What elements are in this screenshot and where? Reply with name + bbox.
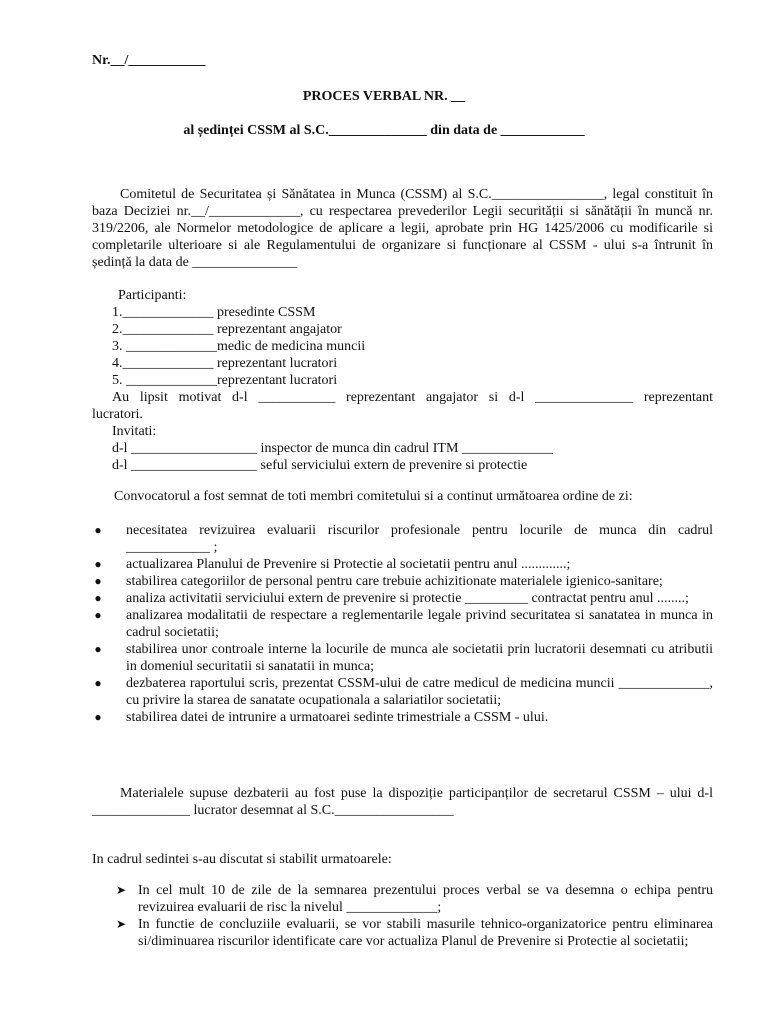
agenda-item bbox=[92, 675, 713, 709]
participant-item: 1._____________ presedinte CSSM bbox=[112, 305, 316, 320]
discussion-item bbox=[92, 882, 713, 916]
agenda-item bbox=[92, 556, 713, 573]
agenda-item bbox=[92, 607, 713, 641]
arrow-bullet-icon: ➤ bbox=[116, 917, 127, 931]
absent-line: Au lipsit motivat d-l ___________ reprezentant angajator si d-l ______________ reprezentant bbox=[112, 390, 713, 405]
agenda-item-text: actualizarea Planului de Prevenire si Protectie al societatii pentru anul .............; bbox=[126, 557, 571, 572]
participant-item: 2._____________ reprezentant angajator bbox=[112, 322, 342, 337]
agenda-item-text: stabilirea categoriilor de personal pentru care trebuie achizitionate materialele igienico-sanitare; bbox=[126, 574, 663, 589]
agenda-item-text: dezbaterea raportului scris, prezentat CSSM-ului de catre medicul de medicina muncii _____________, cu privire la starea de sanatate ocupationala a salariatilor societatii; bbox=[126, 676, 713, 708]
bullet-dot-icon: ● bbox=[94, 642, 102, 656]
intro-paragraph bbox=[92, 186, 713, 271]
document-title: PROCES VERBAL NR. __ bbox=[302, 89, 466, 104]
bullet-dot-icon: ● bbox=[94, 574, 102, 588]
arrow-bullet-icon: ➤ bbox=[116, 883, 127, 897]
bullet-dot-icon: ● bbox=[94, 523, 102, 537]
discussion-item bbox=[92, 916, 713, 950]
absent-line-end: lucratori. bbox=[92, 407, 143, 422]
materials-paragraph bbox=[92, 785, 713, 819]
agenda-item bbox=[92, 641, 713, 675]
participants-heading: Participanti: bbox=[118, 288, 187, 303]
document-subtitle: al ședinței CSSM al S.C.______________ din data de ____________ bbox=[183, 123, 585, 138]
guests-heading: Invitati: bbox=[112, 424, 157, 439]
discussion-item-text: In cel mult 10 de zile de la semnarea prezentului proces verbal se va desemna o echipa pentru revizuirea evaluarii de risc la nivelul _____________; bbox=[138, 883, 713, 915]
participant-item: 4._____________ reprezentant lucratori bbox=[112, 356, 338, 371]
agenda-item-text: analiza activitatii serviciului extern de prevenire si protectie _________ contractat pentru anul ........; bbox=[126, 591, 689, 606]
intro-text: Comitetul de Securitatea și Sănătatea in Munca (CSSM) al S.C.________________, legal constituit în baza Deciziei nr.__/_____________, cu respectarea prevederilor Legii securității si sănătății în muncă nr. 319/2206, ale Normelor metodologice de aplicare a legii, aprobate prin HG 1425/2006 cu modificarile si completarile ulterioare si ale Regulamentului de organizare si funcționare al CSSM - ului s-a întrunit în ședință la data de _______________ bbox=[92, 187, 713, 270]
participants-section bbox=[92, 287, 713, 474]
bullet-dot-icon: ● bbox=[94, 608, 102, 622]
participant-item: 5. _____________reprezentant lucratori bbox=[112, 373, 338, 388]
guest-item: d-l __________________ seful serviciului extern de prevenire si protectie bbox=[112, 458, 528, 473]
guest-item: d-l __________________ inspector de munca din cadrul ITM _____________ bbox=[112, 441, 553, 456]
agenda-list bbox=[92, 522, 713, 726]
bullet-dot-icon: ● bbox=[94, 591, 102, 605]
agenda-item-text: necesitatea revizuirea evaluarii riscurilor profesionale pentru locurile de munca din cadrul ____________ ; bbox=[126, 523, 713, 555]
agenda-item-text: stabilirea unor controale interne la locurile de munca ale societatii prin lucratorii desemnati cu atributii in domeniul securitatii si sanatatii in munca; bbox=[126, 642, 713, 674]
materials-text: Materialele supuse dezbaterii au fost puse la dispoziție participanților de secretarul CSSM – ului d-l ______________ lucrator desemnat al S.C._________________ bbox=[92, 786, 713, 818]
document-number: Nr.__/___________ bbox=[92, 53, 206, 68]
convocation-text: Convocatorul a fost semnat de toti membri comitetului si a continut următoarea ordine de zi: bbox=[114, 489, 633, 504]
discussion-item-text: In functie de concluziile evaluarii, se vor stabili masurile tehnico-organizatorice pentru eliminarea si/diminuarea riscurilor identificate care vor actualiza Planul de Prevenire si Protectie al societatii; bbox=[138, 917, 713, 949]
agenda-item bbox=[92, 590, 713, 607]
agenda-item bbox=[92, 573, 713, 590]
agenda-item bbox=[92, 709, 713, 726]
discussion-heading: In cadrul sedintei s-au discutat si stabilit urmatoarele: bbox=[92, 852, 392, 867]
participant-item: 3. _____________medic de medicina muncii bbox=[112, 339, 366, 354]
bullet-dot-icon: ● bbox=[94, 710, 102, 724]
agenda-item-text: stabilirea datei de intrunire a urmatoarei sedinte trimestriale a CSSM - ului. bbox=[126, 710, 549, 725]
bullet-dot-icon: ● bbox=[94, 676, 102, 690]
agenda-item bbox=[92, 522, 713, 556]
agenda-item-text: analizarea modalitatii de respectare a reglementarile legale privind securitatea si sanatatea in munca in cadrul societatii; bbox=[126, 608, 713, 640]
bullet-dot-icon: ● bbox=[94, 557, 102, 571]
discussion-list bbox=[92, 882, 713, 950]
